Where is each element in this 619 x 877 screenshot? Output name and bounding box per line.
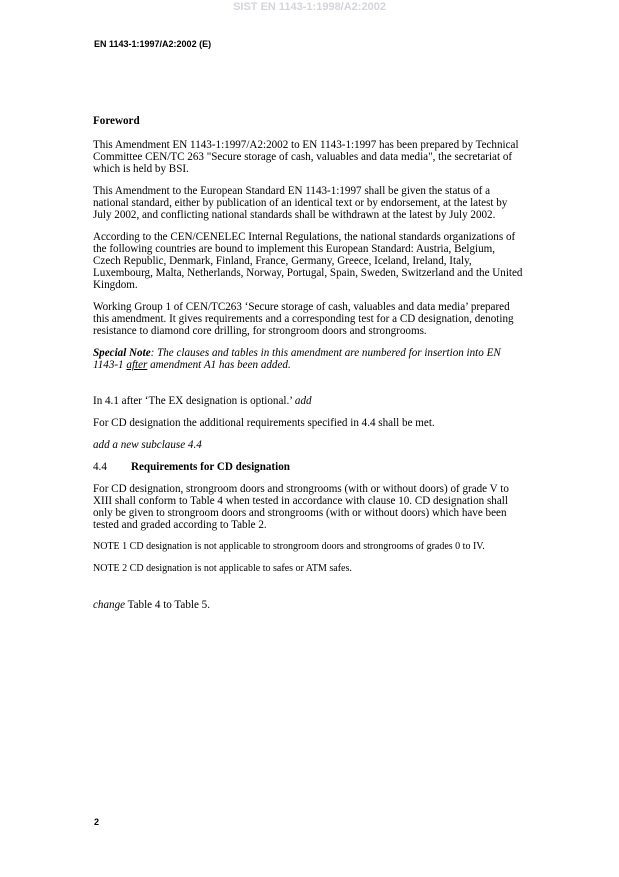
special-note-underlined: after xyxy=(126,359,148,371)
change-text: Table 4 to Table 5. xyxy=(125,599,210,611)
document-body xyxy=(93,115,525,621)
foreword-paragraph-3: According to the CEN/CENELEC Internal Regulations, the national standards organizations of the following countries are bound to implement this European Standard: Austria, Belgium, Czech Republic, Denmark, Finland, France, Germany, Greece, Iceland, Ireland, Italy, Luxembourg, Malta, Netherlands, Norway, Portugal, Spain, Sweden, Switzerland and the United Kingdom. xyxy=(93,231,523,291)
page-number: 2 xyxy=(94,817,100,827)
instruction-add: add xyxy=(294,395,312,407)
watermark: SIST EN 1143-1:1998/A2:2002 xyxy=(233,1,386,13)
special-note-text-1: : The clauses and tables in this amendment are numbered for insertion into EN 1143-1 xyxy=(93,347,501,371)
special-note-label: Special Note xyxy=(93,347,151,359)
note-2-label: NOTE 2 xyxy=(93,563,128,574)
document-id-header: EN 1143-1:1997/A2:2002 (E) xyxy=(94,39,212,49)
foreword-paragraph-4: Working Group 1 of CEN/TC263 ‘Secure storage of cash, valuables and data media’ prepared this amendment. It gives requirements and a corresponding test for a CD designation, denoting resistance to diamond core drilling, for strongroom doors and strongrooms. xyxy=(93,301,514,337)
foreword-heading: Foreword xyxy=(93,115,140,127)
note-1-text: CD designation is not applicable to strongroom doors and strongrooms of grades 0 to IV. xyxy=(129,541,485,552)
instruction-prefix: In 4.1 after ‘The EX designation is optional.’ xyxy=(93,395,295,407)
subclause-number: 4.4 xyxy=(93,461,107,473)
note-2-text: CD designation is not applicable to safes or ATM safes. xyxy=(129,563,352,574)
cd-requirement-paragraph: For CD designation the additional requirements specified in 4.4 shall be met. xyxy=(93,417,435,429)
note-2 xyxy=(93,563,525,575)
change-word: change xyxy=(93,599,126,611)
subclause-title: Requirements for CD designation xyxy=(131,461,290,473)
amendment-instruction-4-1 xyxy=(93,395,525,407)
foreword-paragraph-1: This Amendment EN 1143-1:1997/A2:2002 to EN 1143-1:1997 has been prepared by Technical Committee CEN/TC 263 "Secure storage of cash, valuables and data media", the secretariat of which is held by BSI. xyxy=(93,139,519,175)
note-1 xyxy=(93,541,525,553)
change-instruction xyxy=(93,599,525,611)
foreword-paragraph-2: This Amendment to the European Standard EN 1143-1:1997 shall be given the status of a national standard, either by publication of an identical text or by endorsement, at the latest by July 2002, and conflicting national standards shall be withdrawn at the latest by July 2002. xyxy=(93,185,508,221)
subclause-heading xyxy=(93,461,525,473)
subclause-paragraph: For CD designation, strongroom doors and strongrooms (with or without doors) of grade V to XIII shall conform to Table 4 when tested in accordance with clause 10. CD designation shall only be given to strongroom doors and strongrooms (with or without doors) which have been tested and graded according to Table 2. xyxy=(93,483,509,531)
add-subclause-instruction: add a new subclause 4.4 xyxy=(93,439,202,451)
special-note xyxy=(93,347,525,371)
note-1-label: NOTE 1 xyxy=(93,541,128,552)
special-note-text-2: amendment A1 has been added. xyxy=(147,359,291,371)
